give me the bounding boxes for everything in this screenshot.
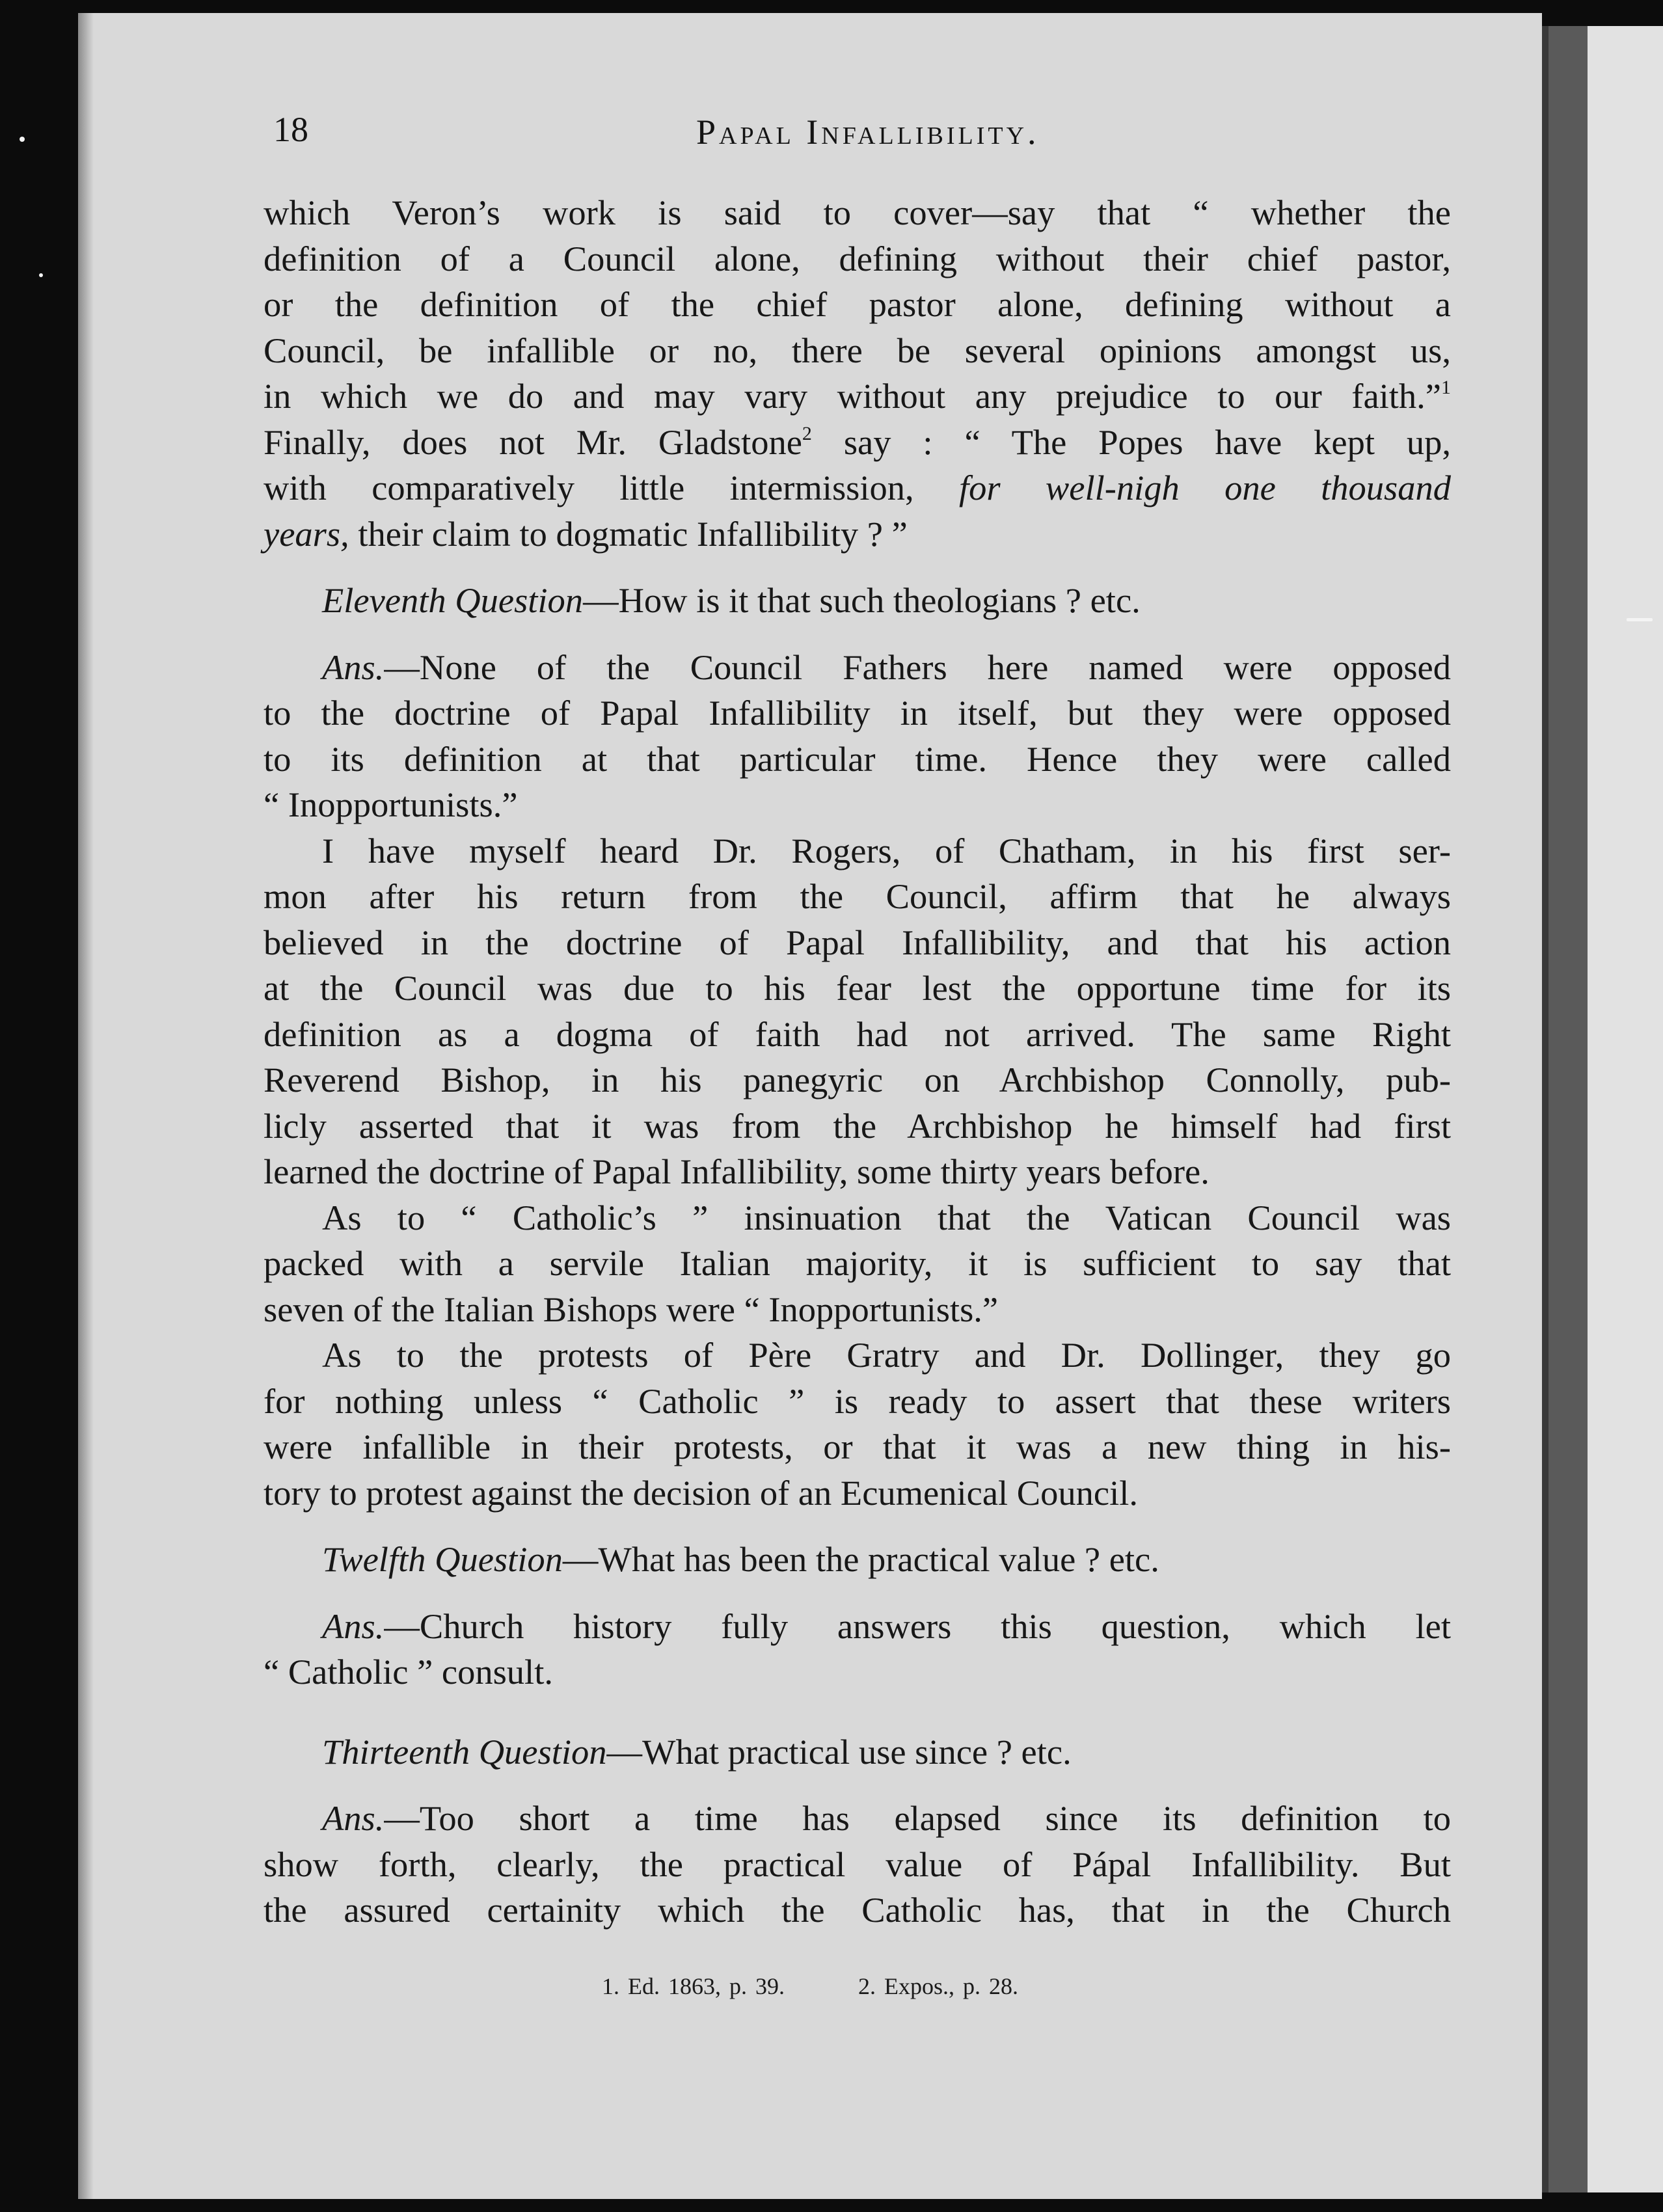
line-text: say : “ The Popes have kept up, — [811, 422, 1451, 462]
text-line: to the doctrine of Papal Infallibility in itself, but they were opposed — [264, 693, 1451, 733]
footnote-1: 1. Ed. 1863, p. 39. — [602, 1973, 785, 1999]
text-line: “ Inopportunists.” — [264, 785, 518, 824]
body-text — [264, 190, 1451, 1934]
text-line: were infallible in their protests, or that it was a new thing in his- — [264, 1427, 1451, 1466]
text-line: show forth, clearly, the practical value of Pápal Infallibility. But — [264, 1844, 1451, 1884]
text-line: Reverend Bishop, in his panegyric on Archbishop Connolly, pub- — [264, 1060, 1451, 1099]
line-text: Finally, does not Mr. Gladstone — [264, 422, 802, 462]
answer-twelve — [264, 1604, 1451, 1650]
text-line: I have myself heard Dr. Rogers, of Chatham, in his first ser- — [322, 830, 1451, 870]
question-text: —What has been the practical value ? etc. — [562, 1539, 1159, 1579]
text-line: packed with a servile Italian majority, it is sufficient to say that — [264, 1243, 1451, 1283]
text-line: seven of the Italian Bishops were “ Inopportunists.” — [264, 1289, 999, 1329]
text-line: or the definition of the chief pastor alone, defining without a — [264, 284, 1451, 324]
text-line: definition as a dogma of faith had not arrived. The same Right — [264, 1014, 1451, 1054]
question-label: Twelfth Question — [322, 1539, 563, 1579]
scan-speck — [39, 273, 43, 277]
text-line: Council, be infallible or no, there be several opinions amongst us, — [264, 330, 1451, 370]
footnotes — [78, 1973, 1542, 2000]
answer-text: —Too short a time has elapsed since its definition to — [384, 1798, 1451, 1838]
page-edge — [1542, 26, 1548, 2192]
question-label: Thirteenth Question — [322, 1731, 607, 1772]
running-head — [273, 109, 1444, 168]
answer-label: Ans. — [322, 647, 385, 687]
text-line: As to the protests of Père Gratry and Dr. Dollinger, they go — [322, 1335, 1451, 1375]
text-line: licly asserted that it was from the Archbishop he himself had first — [264, 1105, 1451, 1146]
text-line: As to “ Catholic’s ” insinuation that the Vatican Council was — [322, 1197, 1451, 1237]
scan-speck — [20, 137, 25, 142]
answer-text: —Church history fully answers this question, which let — [384, 1606, 1451, 1646]
book-binding — [1548, 26, 1588, 2192]
text-line: learned the doctrine of Papal Infallibility, some thirty years before. — [264, 1152, 1210, 1191]
text-line — [264, 420, 1451, 466]
page-number: 18 — [273, 110, 308, 149]
text-line: for nothing unless “ Catholic ” is ready to assert that these writers — [264, 1381, 1451, 1421]
text-line: mon after his return from the Council, affirm that he always — [264, 876, 1451, 916]
line-text: their claim to dogmatic Infallibility ? ” — [349, 513, 908, 554]
text-line — [264, 511, 1451, 558]
question-thirteen — [264, 1729, 1451, 1775]
text-line: at the Council was due to his fear lest the opportune time for its — [264, 968, 1451, 1008]
line-text: with comparatively little intermission, — [264, 468, 914, 507]
question-text: —What practical use since ? etc. — [606, 1731, 1072, 1772]
answer-text: —None of the Council Fathers here named were opposed — [384, 647, 1451, 687]
page-title: Papal Infallibility. — [696, 113, 1040, 152]
answer-label: Ans. — [322, 1798, 385, 1838]
footnote-2: 2. Expos., p. 28. — [858, 1973, 1018, 1999]
text-line: to its definition at that particular time. Hence they were called — [264, 738, 1451, 779]
text-line: believed in the doctrine of Papal Infallibility, and that his action — [264, 922, 1451, 962]
answer-eleven — [264, 645, 1451, 691]
text-line: the assured certainity which the Catholic has, that in the Church — [264, 1890, 1451, 1930]
footnote-ref: 2 — [802, 422, 812, 444]
question-eleven — [264, 578, 1451, 624]
question-twelve — [264, 1537, 1451, 1583]
scan-speck — [1627, 618, 1653, 621]
text-line: which Veron’s work is said to cover—say that “ whether the — [264, 193, 1451, 232]
italic-text: years, — [264, 513, 349, 554]
question-text: —How is it that such theologians ? etc. — [583, 580, 1141, 620]
gutter-shadow — [78, 13, 94, 2199]
text-line: “ Catholic ” consult. — [264, 1652, 553, 1692]
facing-page-edge — [1588, 26, 1663, 2192]
book-page — [78, 13, 1542, 2199]
text-line: tory to protest against the decision of an Ecumenical Council. — [264, 1472, 1138, 1513]
text-line: definition of a Council alone, defining without their chief pastor, — [264, 238, 1451, 278]
text-line — [264, 465, 1451, 511]
question-label: Eleventh Question — [322, 580, 584, 620]
answer-thirteen — [264, 1796, 1451, 1842]
answer-label: Ans. — [322, 1606, 385, 1646]
italic-text: for well-nigh one thousand — [958, 468, 1451, 507]
footnote-ref: 1 — [1441, 377, 1451, 398]
text-line — [264, 373, 1451, 420]
line-text: in which we do and may vary without any prejudice to our faith.” — [264, 376, 1441, 416]
